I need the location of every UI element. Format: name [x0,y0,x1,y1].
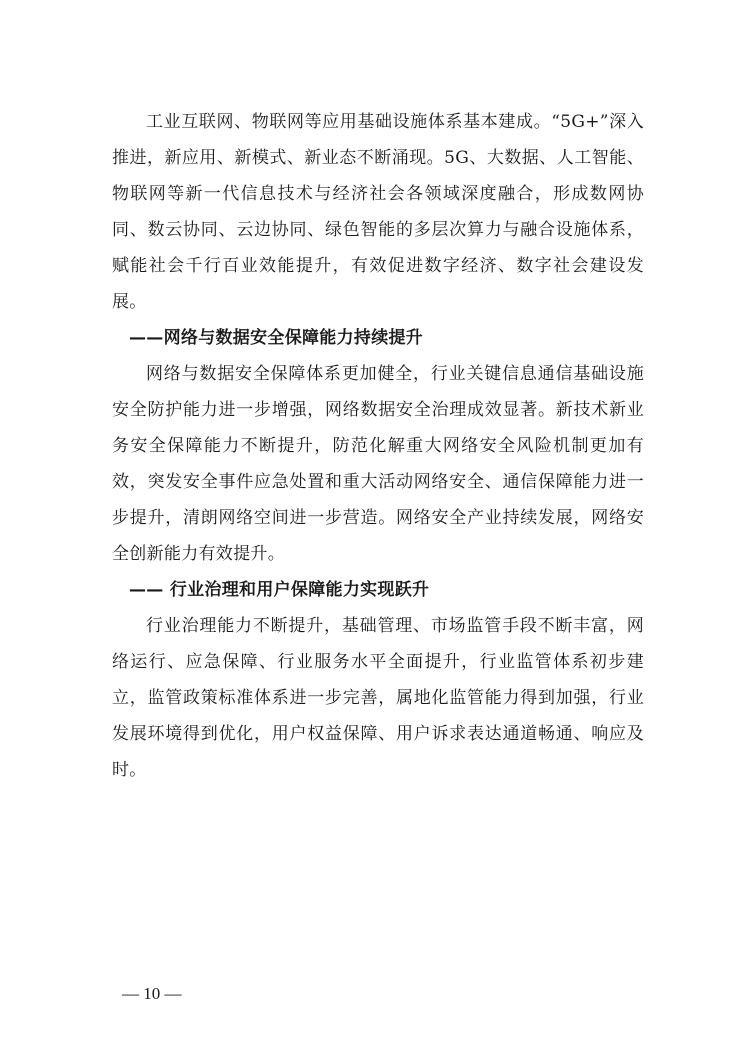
heading-network-data-security: ——网络与数据安全保障能力持续提升 [129,328,424,348]
heading-industry-governance: —— 行业治理和用户保障能力实现跃升 [129,580,430,600]
paragraph-industry-governance: 行业治理能力不断提升，基础管理、市场监管手段不断丰富，网络运行、应急保障、行业服务水平全面提升，行业监管体系初步建立，监管政策标准体系进一步完善，属地化监管能力得到加强，行业发展环境得到优化，用户权益保障、用户诉求表达通道畅通、响应及时。 [112,616,644,780]
paragraph-network-data-security: 网络与数据安全保障体系更加健全，行业关键信息通信基础设施安全防护能力进一步增强，网络数据安全治理成效显著。新技术新业务安全保障能力不断提升，防范化解重大网络安全风险机制更加有效，突发安全事件应急处置和重大活动网络安全、通信保障能力进一步提升，清朗网络空间进一步营造。网络安全产业持续发展，网络安全创新能力有效提升。 [112,364,644,564]
page-number: — 10 — [122,984,182,1003]
document-body [112,104,644,788]
paragraph-infrastructure: 工业互联网、物联网等应用基础设施体系基本建成。“5G+”深入推进，新应用、新模式、新业态不断涌现。5G、大数据、人工智能、物联网等新一代信息技术与经济社会各领域深度融合，形成数网协同、数云协同、云边协同、绿色智能的多层次算力与融合设施体系，赋能社会千行百业效能提升，有效促进数字经济、数字社会建设发展。 [112,112,644,312]
